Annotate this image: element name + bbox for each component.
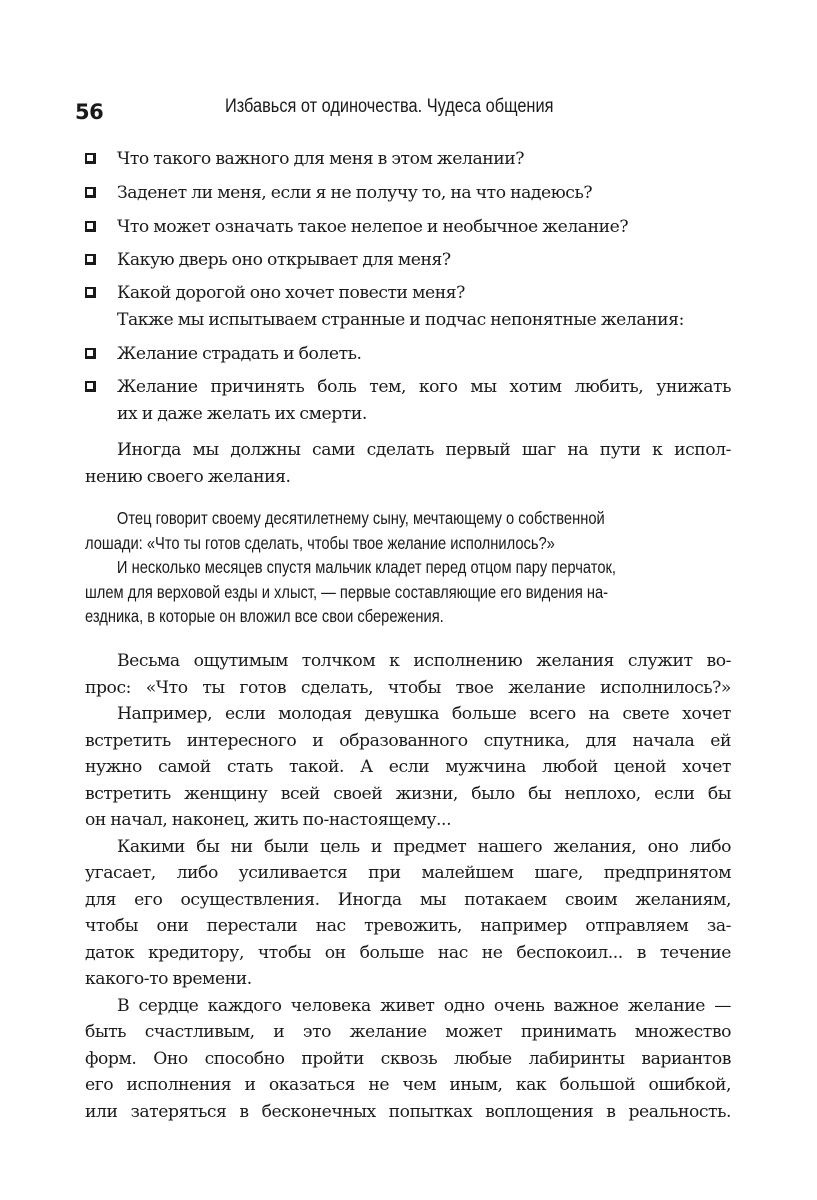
checklist-item-text: Что может означать такое нелепое и необычное желание? xyxy=(117,217,629,237)
paragraph-line: быть счастливым, и это желание может принимать множество xyxy=(85,1022,731,1042)
checklist-item-text: Какую дверь оно открывает для меня? xyxy=(117,250,451,270)
checklist-item xyxy=(85,280,731,307)
checkbox-icon xyxy=(85,187,96,198)
page-number: 56 xyxy=(75,100,104,124)
example-line: И несколько месяцев спустя мальчик кладет перед отцом пару перчаток, xyxy=(116,557,617,577)
paragraph-line: для его осуществления. Иногда мы потакаем своим желаниям, xyxy=(85,889,731,910)
checklist-item-text: Какой дорогой оно хочет повести меня? xyxy=(117,283,465,303)
paragraph-line: чтобы они перестали нас тревожить, например отправляем за- xyxy=(85,916,731,936)
example-line: шлем для верховой езды и хлыст, — первые составляющие его видения на- xyxy=(85,581,609,602)
example-story xyxy=(85,506,731,629)
page-header xyxy=(75,96,731,126)
checkbox-icon xyxy=(85,348,96,359)
question-checklist xyxy=(85,146,731,427)
paragraph xyxy=(85,701,731,834)
paragraph-line: какого-то времени. xyxy=(85,969,252,989)
checklist-item-text: их и даже желать их смерти. xyxy=(117,404,367,424)
checklist-item xyxy=(85,180,731,214)
paragraph-line: он начал, наконец, жить по-настоящему... xyxy=(85,810,452,830)
paragraph-line: даток кредитору, чтобы он больше нас не беспокоил... в течение xyxy=(85,942,731,963)
paragraph-line: В сердце каждого человека живет одно очень важное желание — xyxy=(117,995,731,1016)
intro-strange-desires: Также мы испытываем странные и подчас непонятные желания: xyxy=(117,310,684,330)
checklist-item-text: Желание причинять боль тем, кого мы хотим любить, унижать xyxy=(117,377,731,397)
paragraph-line: Иногда мы должны сами сделать первый шаг на пути к испол- xyxy=(117,440,731,460)
paragraph-first-step xyxy=(85,437,731,490)
paragraph-line: угасает, либо усиливается при малейшем шаге, предпринятом xyxy=(85,863,731,883)
paragraph-line: его исполнения и оказаться не чем иным, как большой ошибкой, xyxy=(85,1075,731,1095)
paragraph-line: или затеряться в бесконечных попытках воплощения в реальность. xyxy=(85,1101,731,1122)
checklist-item xyxy=(85,214,731,247)
checklist-item xyxy=(85,146,731,180)
paragraph-line: встретить интересного и образованного спутника, для начала ей xyxy=(85,730,731,751)
paragraph-line: Весьма ощутимым толчком к исполнению желания служит во- xyxy=(117,651,731,671)
checklist-item xyxy=(85,247,731,280)
paragraph-line: нению своего желания. xyxy=(85,466,291,487)
paragraph-line: нужно самой стать такой. А если мужчина любой ценой хочет xyxy=(85,757,731,777)
paragraph xyxy=(85,648,731,701)
main-text xyxy=(85,648,731,1125)
checkbox-icon xyxy=(85,254,96,265)
paragraph-line: встретить женщину всей своей жизни, было бы неплохо, если бы xyxy=(85,783,731,804)
example-line: лошади: «Что ты готов сделать, чтобы твое желание исполнилось?» xyxy=(85,532,555,553)
checklist-item xyxy=(85,374,731,427)
checkbox-icon xyxy=(85,221,96,232)
paragraph xyxy=(85,834,731,993)
example-line: Отец говорит своему десятилетнему сыну, мечтающему о собственной xyxy=(116,508,605,528)
checkbox-icon xyxy=(85,153,96,164)
paragraph-line: форм. Оно способно пройти сквозь любые лабиринты вариантов xyxy=(85,1048,731,1069)
checklist-item xyxy=(85,341,731,374)
paragraph-line: прос: «Что ты готов сделать, чтобы твое желание исполнилось?» xyxy=(85,677,731,698)
example-line: ездника, в которые он вложил все свои сбережения. xyxy=(85,606,444,626)
paragraph-line: Например, если молодая девушка больше всего на свете хочет xyxy=(117,704,731,724)
checklist-item-text: Заденет ли меня, если я не получу то, на что надеюсь? xyxy=(117,183,593,203)
checklist-item-text: Желание страдать и болеть. xyxy=(117,344,362,364)
running-title: Избавься от одиночества. Чудеса общения xyxy=(225,96,554,117)
paragraph-line: Какими бы ни были цель и предмет нашего желания, оно либо xyxy=(117,836,731,857)
checkbox-icon xyxy=(85,381,96,392)
paragraph xyxy=(85,993,731,1126)
checkbox-icon xyxy=(85,287,96,298)
checklist-item-text: Что такого важного для меня в этом желании? xyxy=(117,149,525,169)
